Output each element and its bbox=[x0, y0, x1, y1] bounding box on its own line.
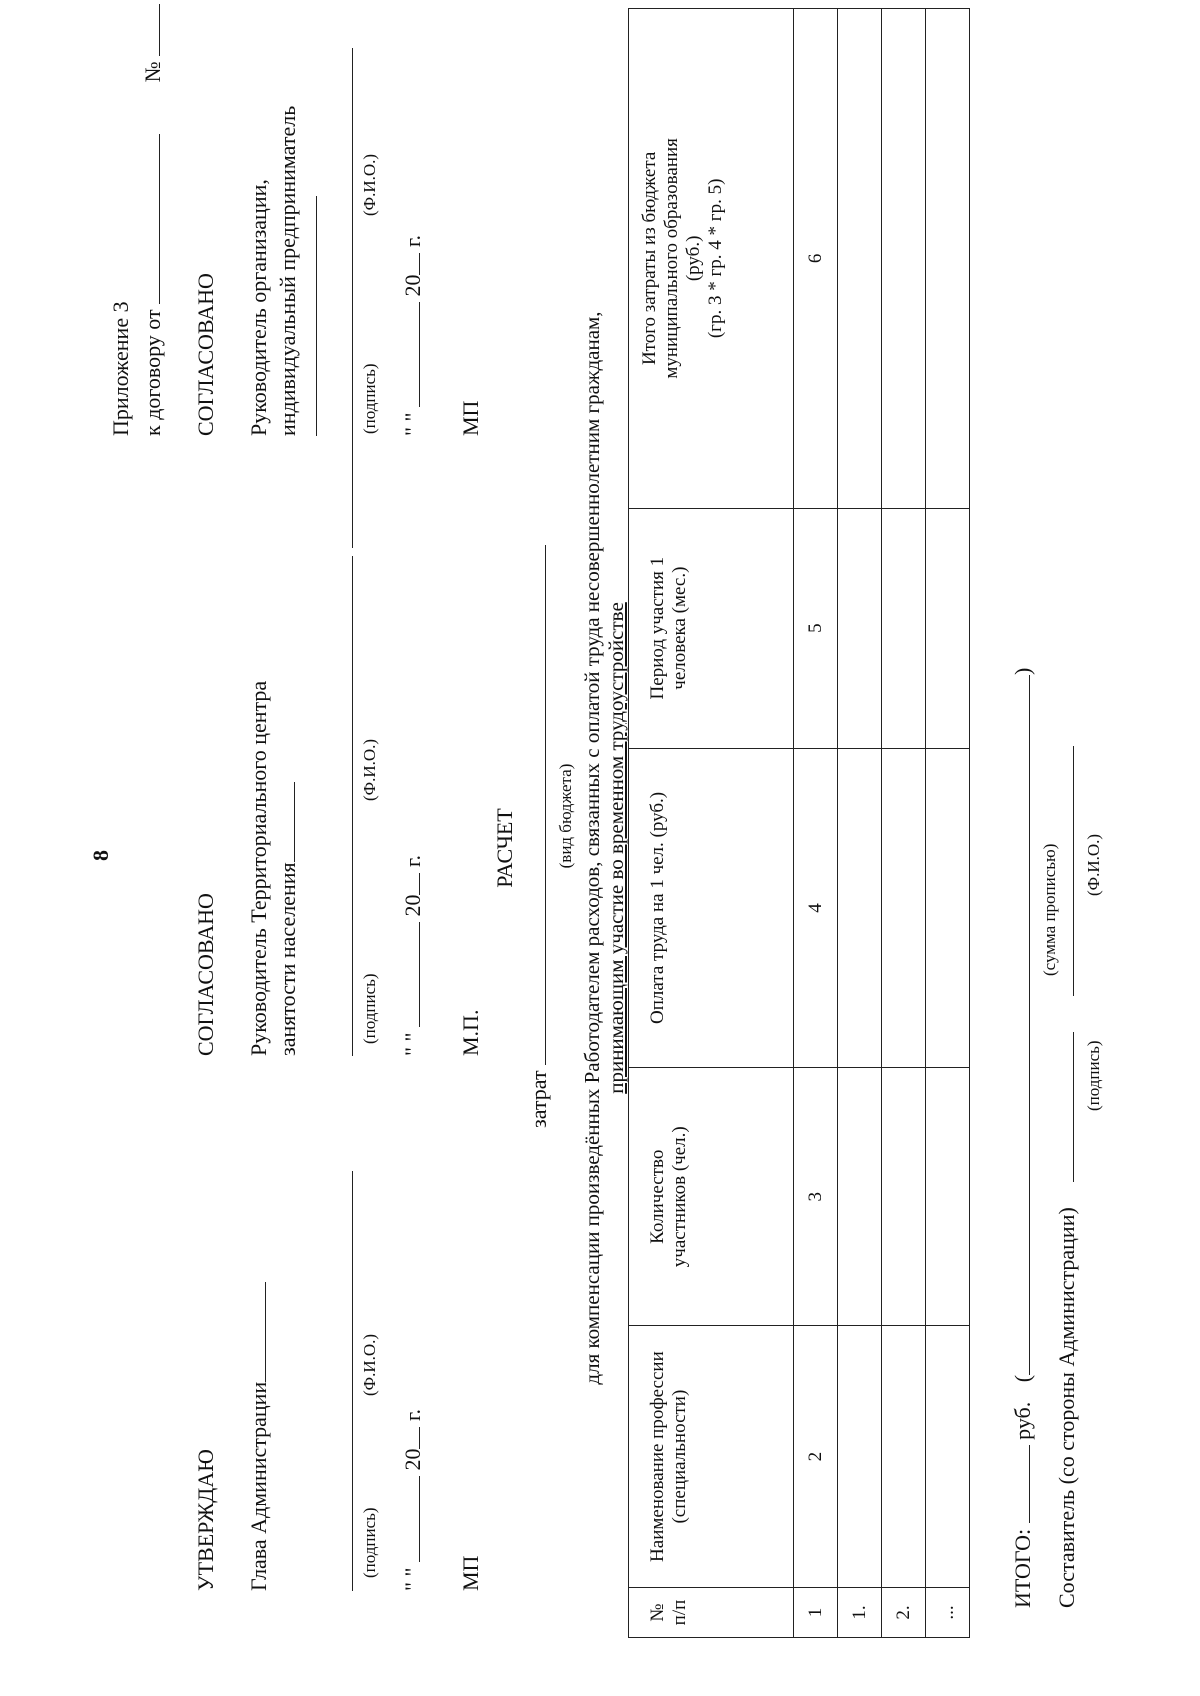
agreed-center-position-field[interactable] bbox=[294, 782, 295, 862]
contract-number-field[interactable] bbox=[159, 4, 160, 56]
approve-year-field[interactable] bbox=[419, 1427, 420, 1449]
total-amount-field[interactable] bbox=[1029, 1445, 1030, 1523]
total-line bbox=[1010, 668, 1036, 1608]
table-cell: 1. bbox=[838, 1588, 882, 1638]
compiler-fio-field[interactable] bbox=[1073, 746, 1074, 996]
table-cell[interactable] bbox=[838, 748, 882, 1068]
approve-year-prefix: 20 bbox=[400, 1448, 425, 1471]
agreed-center-sign-caption: (подпись) bbox=[360, 973, 379, 1044]
sum-open-paren: ( bbox=[1010, 1374, 1035, 1383]
agreed-employer-name-line[interactable] bbox=[316, 196, 317, 436]
header-participants: Количество участников (чел.) bbox=[629, 1068, 794, 1326]
header-profession: Наименование профессии (специальности) bbox=[629, 1326, 794, 1588]
table-cell: ... bbox=[926, 1588, 970, 1638]
page-number: 8 bbox=[88, 850, 113, 861]
compiler-line bbox=[1054, 746, 1080, 1608]
sum-caption: (сумма прописью) bbox=[1040, 843, 1059, 976]
agreed-center-year-field[interactable] bbox=[419, 873, 420, 895]
agreed-employer-signature-line[interactable] bbox=[352, 48, 353, 548]
approve-fio-caption: (Ф.И.О.) bbox=[360, 1333, 379, 1396]
agreed-center-position-2 bbox=[275, 782, 301, 1056]
header-total: Итого затраты из бюджета муниципального образования (руб.) (гр. 3 * гр. 4 * гр. 5) bbox=[629, 9, 794, 509]
approve-position-field[interactable] bbox=[265, 1282, 266, 1382]
agreed-employer-date-quotes: " " bbox=[400, 412, 425, 436]
approve-stamp: МП bbox=[458, 1555, 483, 1591]
table-cell[interactable] bbox=[882, 1068, 926, 1326]
agreed-center-heading: СОГЛАСОВАНО bbox=[193, 893, 218, 1056]
agreed-center-date-quotes: " " bbox=[400, 1032, 425, 1056]
table-cell: 4 bbox=[794, 748, 838, 1068]
compiler-sign-caption: (подпись) bbox=[1084, 1040, 1103, 1111]
approve-position-label: Глава Администрации bbox=[246, 1381, 271, 1591]
calc-purpose-line-2 bbox=[604, 0, 629, 1696]
table-numbering-row bbox=[794, 9, 838, 1638]
table-row bbox=[882, 9, 926, 1638]
calc-zatrat bbox=[526, 545, 552, 1128]
agreed-employer-heading: СОГЛАСОВАНО bbox=[193, 273, 218, 436]
agreed-employer-date bbox=[400, 235, 426, 436]
table-cell[interactable] bbox=[882, 1326, 926, 1588]
table-row bbox=[926, 9, 970, 1638]
contract-prefix: к договору от bbox=[140, 309, 165, 436]
agreed-employer-year-suffix: г. bbox=[400, 234, 425, 248]
approve-signature-line[interactable] bbox=[352, 1171, 353, 1591]
table-cell: 3 bbox=[794, 1068, 838, 1326]
calculation-table bbox=[628, 8, 970, 1638]
agreed-center-month-field[interactable] bbox=[419, 922, 420, 1027]
budget-caption: (вид бюджета) bbox=[556, 763, 575, 869]
agreed-employer-year-field[interactable] bbox=[419, 253, 420, 275]
table-cell: 5 bbox=[794, 508, 838, 748]
table-cell[interactable] bbox=[926, 1326, 970, 1588]
table-cell[interactable] bbox=[882, 9, 926, 509]
appendix-title: Приложение 3 bbox=[108, 301, 133, 436]
agreed-employer-position-1: Руководитель организации, bbox=[246, 179, 271, 436]
agreed-center-position-2-label: занятости населения bbox=[275, 862, 300, 1056]
table-cell: 6 bbox=[794, 9, 838, 509]
agreed-center-date bbox=[400, 855, 426, 1056]
header-number: № п/п bbox=[629, 1588, 794, 1638]
table-header-row bbox=[629, 9, 794, 1638]
approve-year-suffix: г. bbox=[400, 1408, 425, 1422]
number-sign: № bbox=[140, 61, 165, 83]
table-cell[interactable] bbox=[838, 1326, 882, 1588]
agreed-center-position-1: Руководитель Территориального центра bbox=[246, 680, 271, 1056]
calc-title: РАСЧЕТ bbox=[492, 808, 517, 888]
agreed-center-year-prefix: 20 bbox=[400, 894, 425, 917]
agreed-center-stamp: М.П. bbox=[458, 1009, 483, 1056]
agreed-employer-stamp: МП bbox=[458, 400, 483, 436]
approve-heading: УТВЕРЖДАЮ bbox=[193, 1449, 218, 1591]
approve-date-quotes: " " bbox=[400, 1567, 425, 1591]
table-cell[interactable] bbox=[926, 508, 970, 748]
table-cell[interactable] bbox=[926, 1068, 970, 1326]
compiler-fio-caption: (Ф.И.О.) bbox=[1084, 833, 1103, 896]
approve-date bbox=[400, 1409, 426, 1591]
contract-date-field[interactable] bbox=[159, 134, 160, 304]
table-cell: 2 bbox=[794, 1326, 838, 1588]
table-cell[interactable] bbox=[838, 1068, 882, 1326]
agreed-center-signature-line[interactable] bbox=[352, 556, 353, 1056]
budget-type-field[interactable] bbox=[545, 545, 546, 1065]
table-cell: 1 bbox=[794, 1588, 838, 1638]
table-cell[interactable] bbox=[926, 9, 970, 509]
agreed-employer-year-prefix: 20 bbox=[400, 274, 425, 297]
agreed-employer-sign-caption: (подпись) bbox=[360, 363, 379, 434]
agreed-employer-position-2: индивидуальный предприниматель bbox=[275, 105, 300, 436]
total-currency: руб. bbox=[1010, 1401, 1035, 1440]
total-label: ИТОГО: bbox=[1010, 1528, 1035, 1608]
table-cell[interactable] bbox=[882, 508, 926, 748]
compiler-signature-field[interactable] bbox=[1073, 1032, 1074, 1182]
agreed-center-year-suffix: г. bbox=[400, 854, 425, 868]
compiler-label: Составитель (со стороны Администрации) bbox=[1054, 1207, 1079, 1608]
agreed-employer-fio-caption: (Ф.И.О.) bbox=[360, 153, 379, 216]
calc-zatrat-label: затрат bbox=[526, 1070, 551, 1128]
approve-sign-caption: (подпись) bbox=[360, 1507, 379, 1578]
table-row bbox=[838, 9, 882, 1638]
approve-month-field[interactable] bbox=[419, 1476, 420, 1562]
calc-purpose-line-1: для компенсации произведённых Работодателем расходов, связанных с оплатой труда несовершеннолетним гражданам, bbox=[580, 311, 604, 1385]
table-cell[interactable] bbox=[926, 748, 970, 1068]
approve-position bbox=[246, 1282, 272, 1591]
header-pay: Оплата труда на 1 чел. (руб.) bbox=[629, 748, 794, 1068]
table-cell[interactable] bbox=[882, 748, 926, 1068]
agreed-employer-month-field[interactable] bbox=[419, 302, 420, 407]
sum-in-words-field[interactable] bbox=[1029, 675, 1030, 1375]
table-cell[interactable] bbox=[838, 9, 882, 509]
header-period: Период участия 1 человека (мес.) bbox=[629, 508, 794, 748]
calc-purpose-line-2-text: принимающим участие во временном трудоустройстве bbox=[604, 602, 628, 1094]
table-cell[interactable] bbox=[838, 508, 882, 748]
table-cell: 2. bbox=[882, 1588, 926, 1638]
appendix-contract bbox=[140, 4, 166, 436]
agreed-center-fio-caption: (Ф.И.О.) bbox=[360, 738, 379, 801]
sum-close-paren: ) bbox=[1010, 667, 1035, 675]
